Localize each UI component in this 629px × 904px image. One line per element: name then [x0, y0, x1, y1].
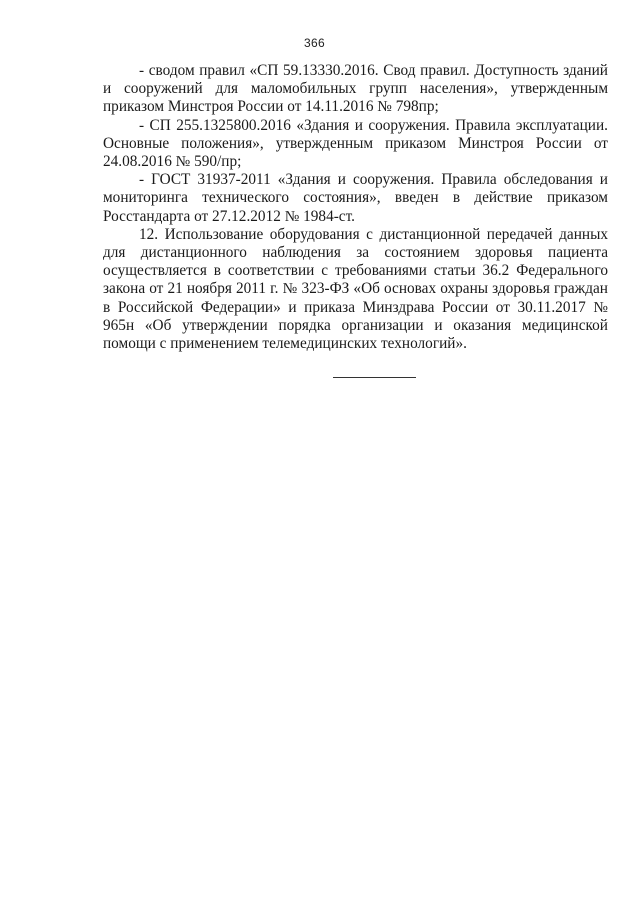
list-item-gost-31937: - ГОСТ 31937-2011 «Здания и сооружения. Правила обследования и мониторинга технического состояния», введен в действие приказом Росстандарта от 27.12.2012 № 1984-ст.	[103, 171, 608, 225]
document-body	[103, 62, 608, 353]
paragraph-12: 12. Использование оборудования с дистанционной передачей данных для дистанционного наблюдения за состоянием здоровья пациента осуществляется в соответствии с требованиями статьи 36.2 Федерального закона от 21 ноября 2011 г. № 323-ФЗ «Об основах охраны здоровья граждан в Российской Федерации» и приказа Минздрава России от 30.11.2017 № 965н «Об утверждении порядка организации и оказания медицинской помощи с применением телемедицинских технологий».	[103, 225, 608, 353]
end-divider	[333, 377, 416, 378]
list-item-sp-59: - сводом правил «СП 59.13330.2016. Свод правил. Доступность зданий и сооружений для маломобильных групп населения», утвержденным приказом Минстроя России от 14.11.2016 № 798пр;	[103, 62, 608, 116]
list-item-sp-255: - СП 255.1325800.2016 «Здания и сооружения. Правила эксплуатации. Основные положения», утвержденным приказом Минстроя России от 24.08.2016 № 590/пр;	[103, 116, 608, 171]
page-number: 366	[304, 36, 325, 50]
